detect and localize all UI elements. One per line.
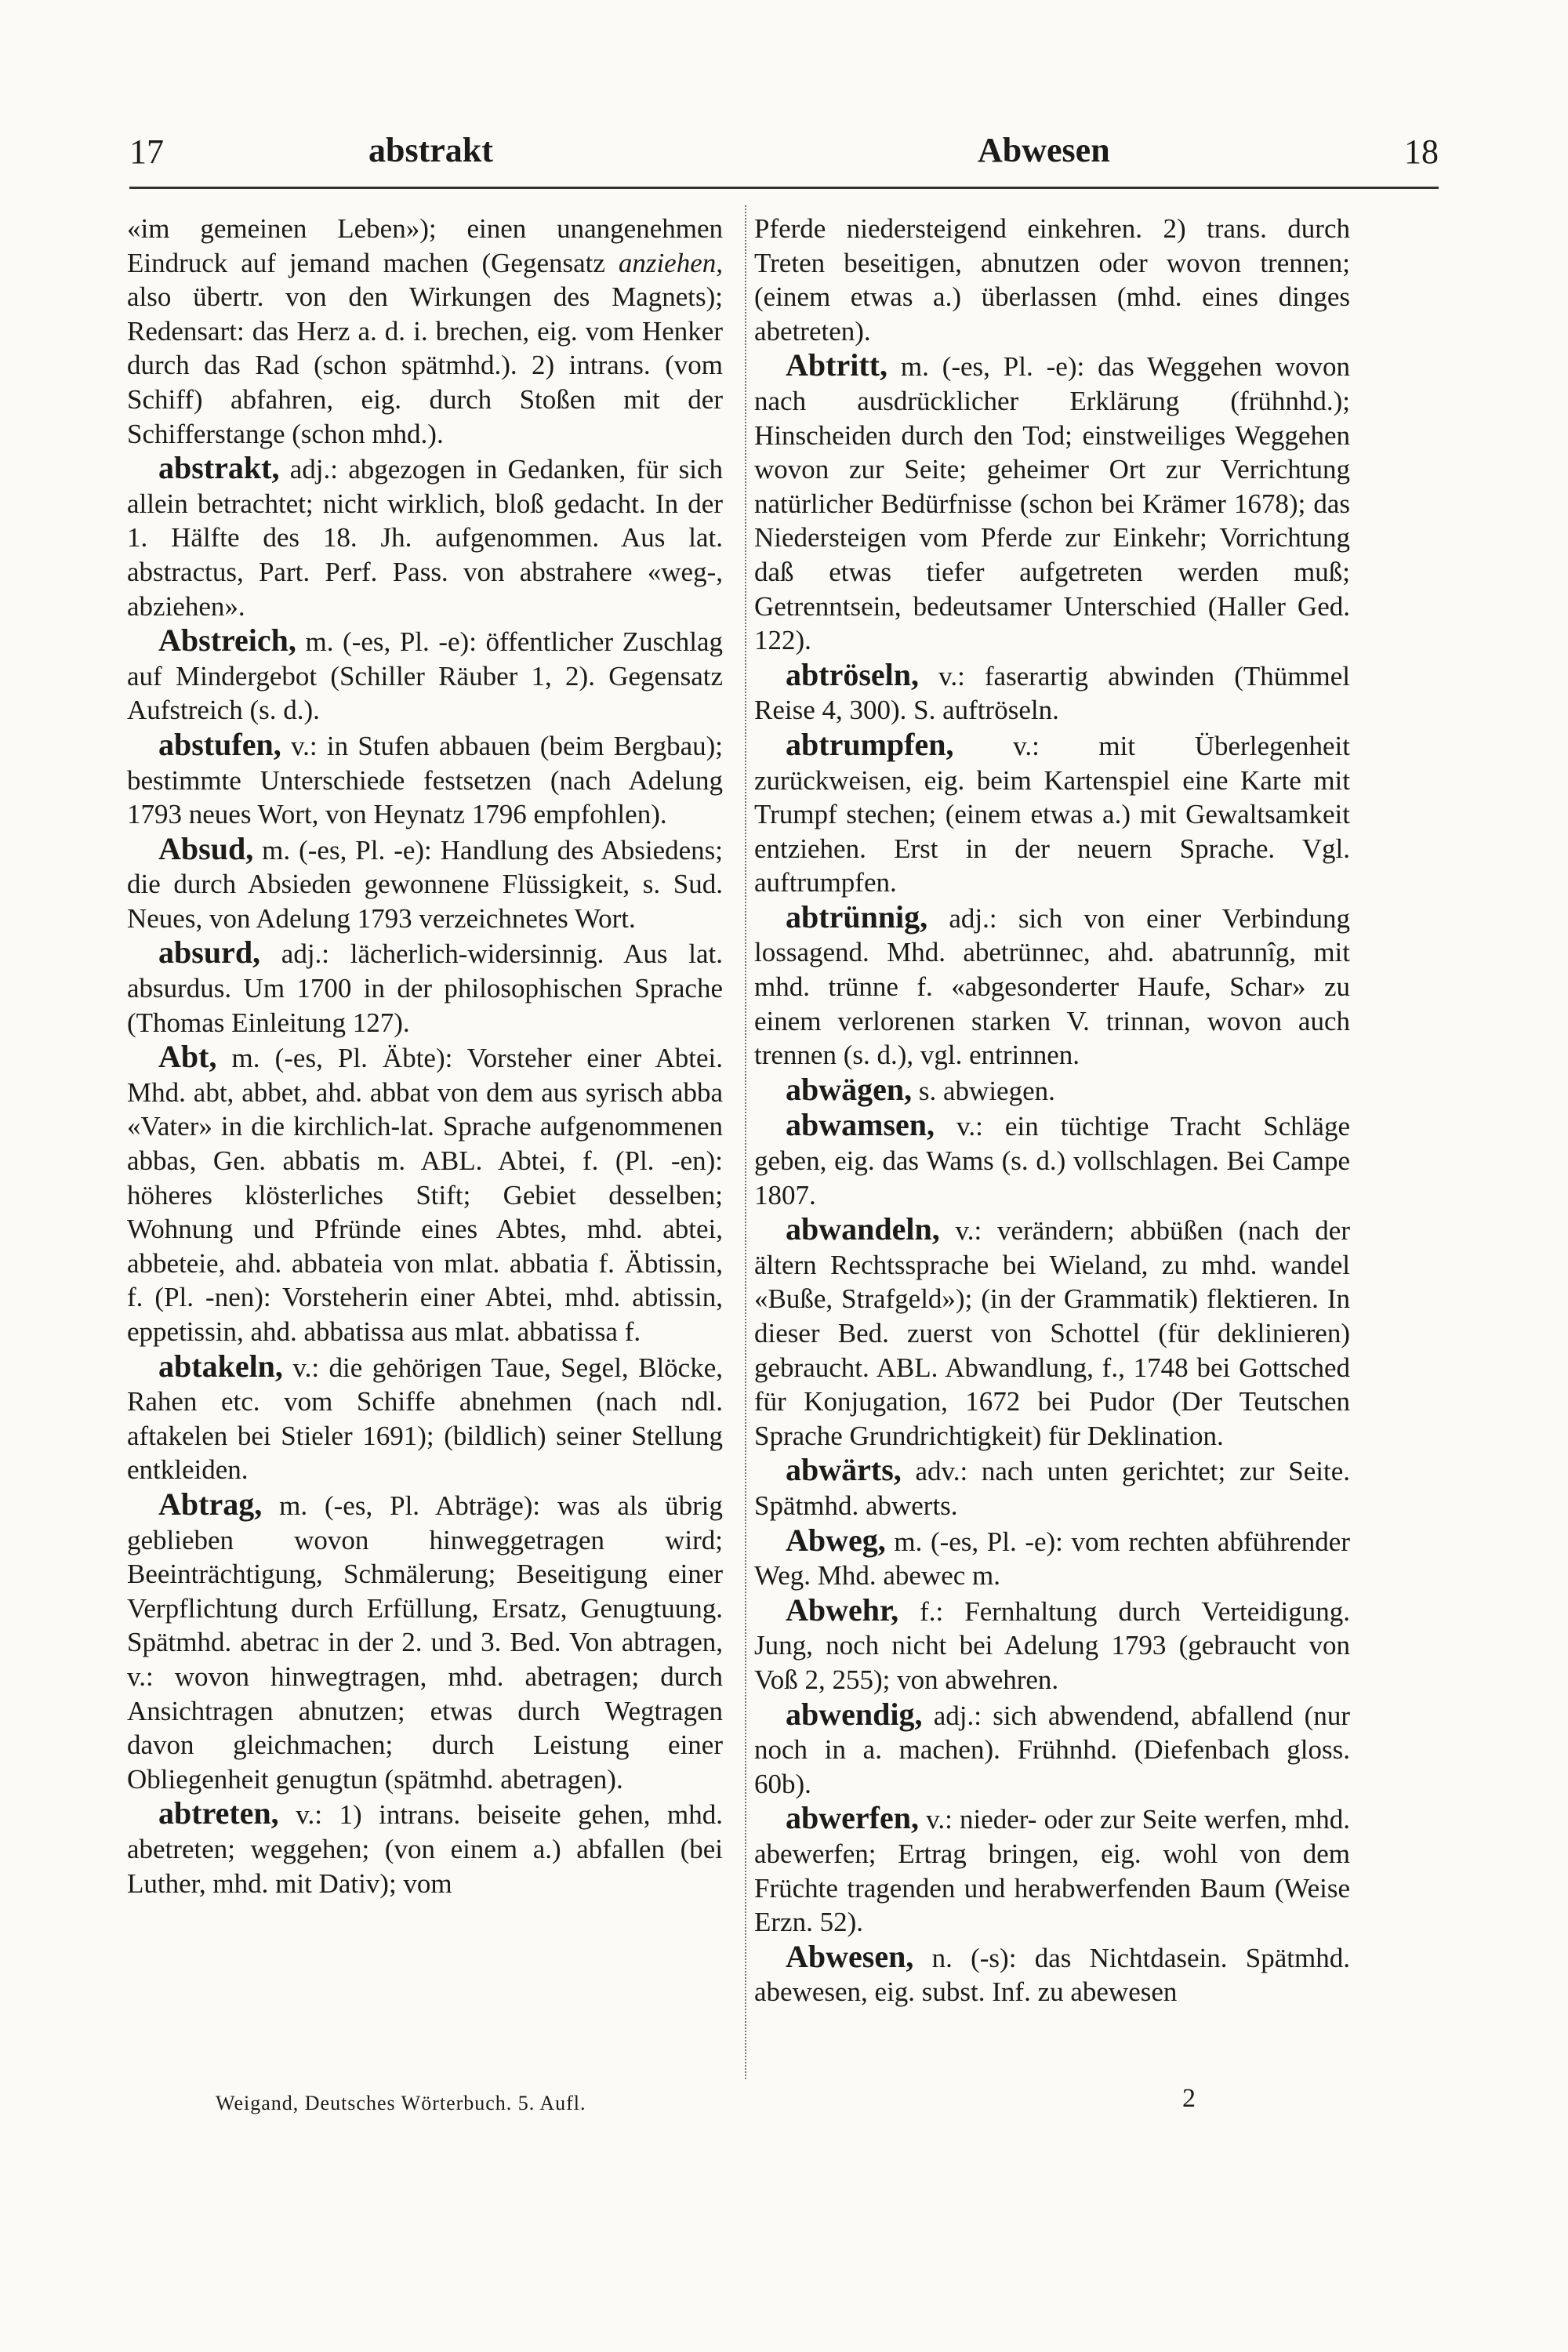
entry xyxy=(754,728,1350,900)
entry-text: v.: nieder- oder zur Seite werfen, mhd. abewerfen; Ertrag bringen, eig. wohl von dem Früchte tragenden und herabwerfenden Baum (Weise Erzn. 52). xyxy=(754,1804,1350,1938)
headword: abwamsen, xyxy=(786,1107,935,1143)
headword: abstufen, xyxy=(158,726,281,762)
entry xyxy=(754,1593,1350,1697)
entry xyxy=(754,1108,1350,1212)
column-divider xyxy=(745,205,746,2079)
entry xyxy=(127,451,723,623)
entry-text: adv.: nach unten gerichtet; zur Seite. Spätmhd. abwerts. xyxy=(754,1456,1350,1521)
entry xyxy=(754,1697,1350,1802)
headword: Abtrag, xyxy=(158,1486,263,1522)
headword: Absud, xyxy=(158,830,254,866)
entry-text: v.: faserartig abwinden (Thümmel Reise 4, 300). S. auftröseln. xyxy=(754,660,1350,726)
entry-text: s. abwiegen. xyxy=(912,1075,1055,1106)
entry xyxy=(127,1487,723,1796)
headword: abwandeln, xyxy=(786,1211,940,1247)
headword: Abweg, xyxy=(786,1522,886,1558)
page-number-right: 18 xyxy=(1404,132,1439,171)
footer-citation: Weigand, Deutsches Wörterbuch. 5. Aufl. xyxy=(216,2092,586,2114)
entry-text: v.: verändern; abbüßen (nach der ältern Rechtssprache bei Wieland, zu mhd. wandel «Buße, Strafgeld»); (in der Grammatik) flektieren. In dieser Bed. zuerst von Schottel (für deklinieren) gebraucht. ABL. Abwandlung, f., 1748 bei Gottsched für Konjugation, 1672 bei Pudor (Der Teutschen Sprache Grundrichtigkeit) für Deklination. xyxy=(754,1215,1350,1451)
running-head-right: Abwesen xyxy=(978,131,1110,169)
entry xyxy=(754,348,1350,657)
entry-italic: anziehen, xyxy=(618,247,723,278)
entry xyxy=(754,658,1350,728)
entry-text: v.: ein tüchtige Tracht Schläge geben, eig. das Wams (s. d.) vollschlagen. Bei Campe 1807. xyxy=(754,1111,1350,1210)
entry xyxy=(754,1523,1350,1593)
entry xyxy=(754,1801,1350,1939)
entry xyxy=(754,1073,1350,1109)
entry-text: v.: die gehörigen Taue, Segel, Blöcke, Rahen etc. vom Schiffe abnehmen (nach ndl. aftakelen bei Stieler 1691); (bildlich) seiner Stellung entkleiden. xyxy=(127,1352,723,1486)
entry xyxy=(127,728,723,832)
entry-text: m. (-es, Pl. -e): das Weggehen wovon nach ausdrücklicher Erklärung (frühnhd.); Hinscheiden durch den Tod; einstweiliges Weggehen wovon zur Seite; geheimer Ort zur Verrichtung natürlicher Bedürfnisse (schon bei Krämer 1678); das Niedersteigen vom Pferde zur Einkehr; Vorrichtung daß etwas tiefer aufgetreten werden muß; Getrenntsein, bedeutsamer Unterschied (Haller Ged. 122). xyxy=(754,351,1350,656)
continued-entry xyxy=(127,212,723,451)
page-header xyxy=(129,124,1439,187)
right-column xyxy=(754,212,1350,2078)
headword: abstrakt, xyxy=(158,450,280,486)
entry-text: v.: 1) intrans. beiseite gehen, mhd. abetreten; weggehen; (von einem a.) abfallen (bei Luther, mhd. mit Dativ); vom xyxy=(127,1799,723,1899)
headword: Abwehr, xyxy=(786,1592,899,1628)
entry xyxy=(754,900,1350,1073)
headword: abwendig, xyxy=(786,1696,923,1732)
entry-text: f.: Fernhaltung durch Verteidigung. Jung, noch nicht bei Adelung 1793 (gebraucht von Voß 2, 255); von abwehren. xyxy=(754,1595,1350,1695)
entry-text: Pferde niedersteigend einkehren. 2) trans. durch Treten beseitigen, abnutzen oder wovon trennen; (einem etwas a.) überlassen (mhd. eines dinges abetreten). xyxy=(754,213,1350,347)
header-rule xyxy=(129,187,1439,189)
entry-text: m. (-es, Pl. Abträge): was als übrig geblieben wovon hinweggetragen wird; Beeinträchtigung, Schmälerung; Beseitigung einer Verpflichtung durch Erfüllung, Ersatz, Genugtuung. Spätmhd. abetrac in der 2. und 3. Bed. Von abtragen, v.: wovon hinwegtragen, mhd. abetragen; durch Ansichtragen abnutzen; etwas durch Wegtragen davon gleichmachen; durch Leistung einer Obliegenheit genugtun (spätmhd. abetragen). xyxy=(127,1490,723,1795)
entry xyxy=(754,1212,1350,1453)
entry-text: n. (-s): das Nichtdasein. Spätmhd. abewesen, eig. subst. Inf. zu abewesen xyxy=(754,1942,1350,2008)
entry-text: m. (-es, Pl. -e): öffentlicher Zuschlag auf Mindergebot (Schiller Räuber 1, 2). Gegensatz Aufstreich (s. d.). xyxy=(127,626,723,726)
entry-text: «im gemeinen Leben»); einen unangenehmen Eindruck auf jemand machen (Gegensatz xyxy=(127,213,723,278)
headword: absurd, xyxy=(158,935,261,971)
headword: abtröseln, xyxy=(786,656,919,692)
headword: abwägen, xyxy=(786,1071,913,1107)
entry xyxy=(127,1349,723,1487)
headword: Abtritt, xyxy=(786,347,887,383)
signature-mark: 2 xyxy=(1182,2084,1196,2113)
running-head-left: abstrakt xyxy=(368,131,493,169)
entry-text: also übertr. von den Wirkungen des Magnets); Redensart: das Herz a. d. i. brechen, eig. vom Henker durch das Rad (schon spätmhd.). 2) intrans. (vom Schiff) abfahren, eig. durch Stoßen mit der Schifferstange (schon mhd.). xyxy=(127,281,723,449)
entry xyxy=(754,1940,1350,2009)
entry xyxy=(127,832,723,936)
headword: abtrünnig, xyxy=(786,898,928,935)
headword: abtreten, xyxy=(158,1795,279,1831)
headword: abwärts, xyxy=(786,1452,902,1488)
headword: abtakeln, xyxy=(158,1348,283,1384)
entry xyxy=(127,623,723,728)
entry-text: m. (-es, Pl. -e): Handlung des Absiedens; die durch Absieden gewonnene Flüssigkeit, s. Sud. Neues, von Adelung 1793 verzeichnetes Wort. xyxy=(127,834,723,934)
continued-entry xyxy=(754,212,1350,348)
entry-text: m. (-es, Pl. -e): vom rechten abführender Weg. Mhd. abewec m. xyxy=(754,1526,1350,1592)
headword: Abwesen, xyxy=(786,1938,914,1974)
entry-text: adj.: sich von einer Verbindung lossagend. Mhd. abetrünnec, ahd. abatrunnîg, mit mhd. trünne f. «abgesonderter Haufe, Schar» zu einem verlorenen starken V. trinnan, wovon auch trennen (s. d.), vgl. entrinnen. xyxy=(754,902,1350,1071)
entry-text: v.: mit Überlegenheit zurückweisen, eig. beim Kartenspiel eine Karte mit Trumpf stechen; (einem etwas a.) mit Gewaltsamkeit entziehen. Erst in der neuern Sprache. Vgl. auftrumpfen. xyxy=(754,730,1350,898)
entry xyxy=(754,1453,1350,1523)
entry xyxy=(127,1040,723,1348)
headword: abtrumpfen, xyxy=(786,726,954,762)
headword: abwerfen, xyxy=(786,1800,919,1836)
headword: Abstreich, xyxy=(158,622,296,659)
entry-text: adj.: lächerlich-widersinnig. Aus lat. absurdus. Um 1700 in der philosophischen Sprache (Thomas Einleitung 127). xyxy=(127,938,723,1038)
page-number-left: 17 xyxy=(129,132,164,171)
entry-text: adj.: sich abwendend, abfallend (nur noch in a. machen). Frühnhd. (Diefenbach gloss. 60b). xyxy=(754,1700,1350,1799)
entry-text: v.: in Stufen abbauen (beim Bergbau); bestimmte Unterschiede festsetzen (nach Adelung 1793 neues Wort, von Heynatz 1796 empfohlen). xyxy=(127,730,723,830)
entry-text: adj.: abgezogen in Gedanken, für sich allein betrachtet; nicht wirklich, bloß gedacht. In der 1. Hälfte des 18. Jh. aufgenommen. Aus lat. abstractus, Part. Perf. Pass. von abstrahere «weg-, abziehen». xyxy=(127,454,723,622)
entry xyxy=(127,1796,723,1900)
headword: Abt, xyxy=(158,1039,217,1075)
entry-text: m. (-es, Pl. Äbte): Vorsteher einer Abtei. Mhd. abt, abbet, ahd. abbat von dem aus syrisch abba «Vater» in die kirchlich-lat. Sprache aufgenommenen abbas, Gen. abbatis m. ABL. Abtei, f. (Pl. -en): höheres klösterliches Stift; Gebiet desselben; Wohnung und Pfründe eines Abtes, mhd. abtei, abbeteie, ahd. abbateia von mlat. abbatia f. Äbtissin, f. (Pl. -nen): Vorsteherin einer Abtei, mhd. abtissin, eppetissin, ahd. abbatissa aus mlat. abbatissa f. xyxy=(127,1043,723,1347)
left-column xyxy=(127,212,723,2078)
entry xyxy=(127,935,723,1040)
